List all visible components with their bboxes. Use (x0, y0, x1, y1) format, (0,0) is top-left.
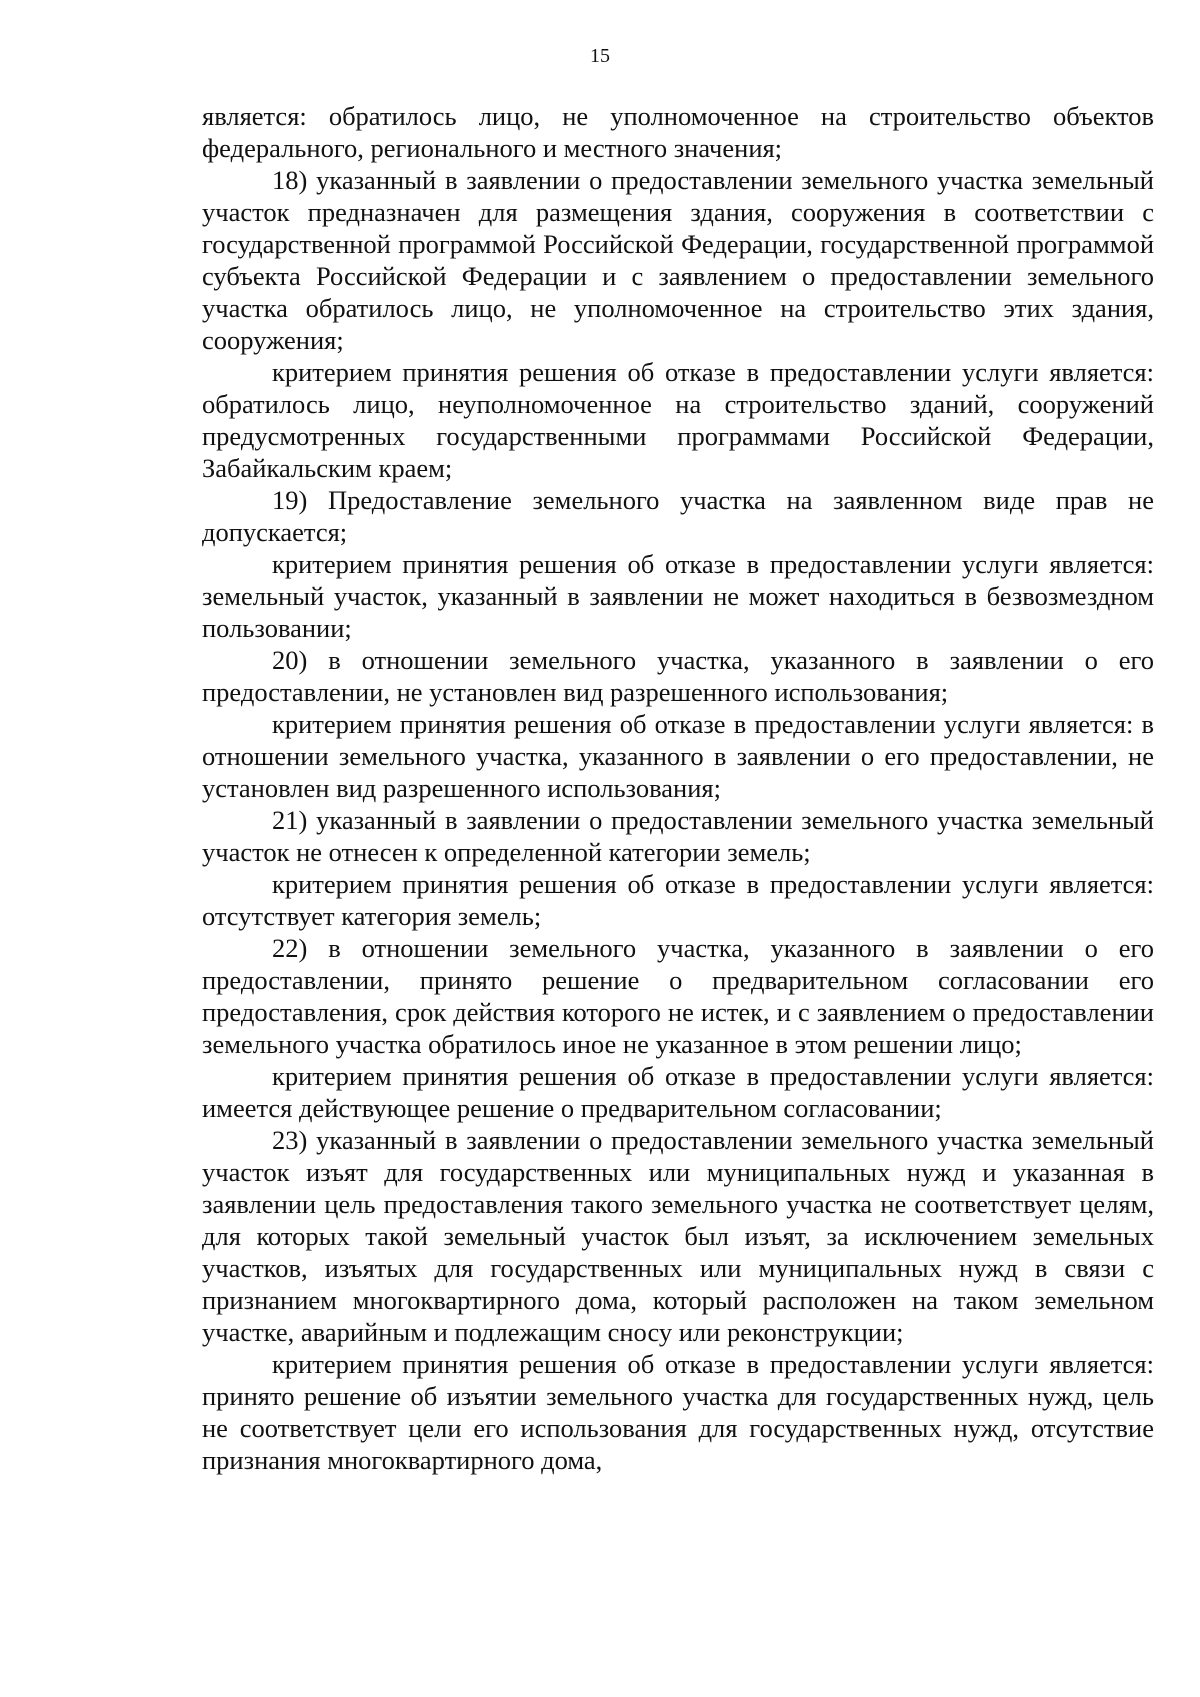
paragraph-item-19: 19) Предоставление земельного участка на заявленном виде прав не допускается; (202, 485, 1154, 547)
paragraph-item-21: 21) указанный в заявлении о предоставлении земельного участка земельный участок не отнесен к определенной категории земель; (202, 805, 1154, 867)
paragraph-criterion: критерием принятия решения об отказе в предоставлении услуги является: имеется действующее решение о предварительном согласовании; (202, 1061, 1154, 1123)
page-number: 15 (590, 45, 610, 67)
paragraph-item-18: 18) указанный в заявлении о предоставлении земельного участка земельный участок предназначен для размещения здания, сооружения в соответствии с государственной программой Российской Федерации, государственной программой субъекта Российской Федерации и с заявлением о предоставлении земельного участка обратилось лицо, не уполномоченное на строительство этих здания, сооружения; (202, 165, 1154, 355)
document-body (202, 100, 1154, 1476)
paragraph-criterion: критерием принятия решения об отказе в предоставлении услуги является: в отношении земельного участка, указанного в заявлении о его предоставлении, не установлен вид разрешенного использования; (202, 709, 1154, 803)
paragraph-item-20: 20) в отношении земельного участка, указанного в заявлении о его предоставлении, не установлен вид разрешенного использования; (202, 645, 1154, 707)
paragraph-criterion: критерием принятия решения об отказе в предоставлении услуги является: принято решение об изъятии земельного участка для государственных нужд, цель не соответствует цели его использования для государственных нужд, отсутствие признания многоквартирного дома, (202, 1349, 1154, 1475)
paragraph-criterion: критерием принятия решения об отказе в предоставлении услуги является: обратилось лицо, неуполномоченное на строительство зданий, сооружений предусмотренных государственными программами Российской Федерации, Забайкальским краем; (202, 357, 1154, 483)
paragraph-item-22: 22) в отношении земельного участка, указанного в заявлении о его предоставлении, принято решение о предварительном согласовании его предоставления, срок действия которого не истек, и с заявлением о предоставлении земельного участка обратилось иное не указанное в этом решении лицо; (202, 933, 1154, 1059)
paragraph-item-23: 23) указанный в заявлении о предоставлении земельного участка земельный участок изъят для государственных или муниципальных нужд и указанная в заявлении цель предоставления такого земельного участка не соответствует целям, для которых такой земельный участок был изъят, за исключением земельных участков, изъятых для государственных или муниципальных нужд в связи с признанием многоквартирного дома, который расположен на таком земельном участке, аварийным и подлежащим сносу или реконструкции; (202, 1125, 1154, 1347)
paragraph-criterion: критерием принятия решения об отказе в предоставлении услуги является: земельный участок, указанный в заявлении не может находиться в безвозмездном пользовании; (202, 549, 1154, 643)
paragraph-criterion: критерием принятия решения об отказе в предоставлении услуги является: отсутствует категория земель; (202, 869, 1154, 931)
paragraph: является: обратилось лицо, не уполномоченное на строительство объектов федерального, регионального и местного значения; (202, 101, 1154, 163)
